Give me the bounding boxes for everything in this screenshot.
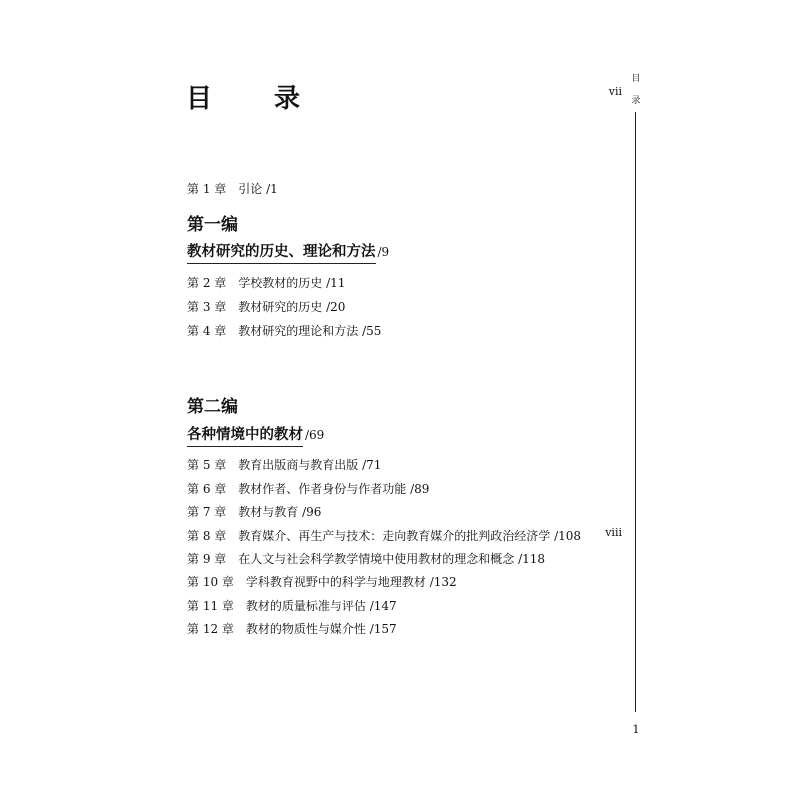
chapter-number: 第 6 章 <box>187 482 227 496</box>
running-head-char: 目 <box>631 74 641 84</box>
part-page: /9 <box>377 245 390 259</box>
part-title: 各种情境中的教材 <box>187 426 303 447</box>
chapter-number: 第 1 章 <box>187 182 227 196</box>
toc-entry-chapter-1[interactable] <box>187 182 278 196</box>
chapter-title: 学校教材的历史 /11 <box>238 276 346 290</box>
chapter-number: 第 11 章 <box>187 599 234 613</box>
chapter-title: 学科教育视野中的科学与地理教材 /132 <box>245 575 457 589</box>
chapter-number: 第 5 章 <box>187 458 227 472</box>
chapter-number: 第 9 章 <box>187 552 227 566</box>
toc-entry-chapter-5[interactable] <box>187 458 381 472</box>
toc-entry-chapter-11[interactable] <box>187 599 397 613</box>
toc-entry-chapter-12[interactable] <box>187 622 397 636</box>
chapter-title: 教育媒介、再生产与技术：走向教育媒介的批判政治经济学 /108 <box>238 529 582 543</box>
toc-entry-chapter-8[interactable] <box>187 529 581 543</box>
chapter-number: 第 4 章 <box>187 324 227 338</box>
toc-entry-chapter-7[interactable] <box>187 505 321 519</box>
chapter-title: 教材与教育 /96 <box>238 505 322 519</box>
toc-entry-chapter-10[interactable] <box>187 575 457 589</box>
chapter-number: 第 8 章 <box>187 529 227 543</box>
toc-entry-chapter-4[interactable] <box>187 324 381 338</box>
chapter-number: 第 7 章 <box>187 505 227 519</box>
part-label: 第一编 <box>187 215 238 235</box>
toc-entry-chapter-6[interactable] <box>187 482 429 496</box>
running-head-char: 录 <box>631 96 641 106</box>
side-page-marker-vii: vii <box>608 85 622 98</box>
part-title: 教材研究的历史、理论和方法 <box>187 243 376 264</box>
chapter-title: 教材研究的历史 /20 <box>238 300 346 314</box>
page-title: 目 录 <box>186 84 319 114</box>
toc-entry-chapter-2[interactable] <box>187 276 345 290</box>
chapter-number: 第 12 章 <box>187 622 234 636</box>
page-number: 1 <box>632 723 640 736</box>
chapter-title: 教育出版商与教育出版 /71 <box>238 458 382 472</box>
toc-entry-part-1[interactable] <box>187 242 389 264</box>
toc-entry-chapter-3[interactable] <box>187 300 345 314</box>
chapter-title: 在人文与社会科学教学情境中使用教材的理念和概念 /118 <box>238 552 546 566</box>
running-head <box>631 68 641 112</box>
margin-rule <box>635 112 636 712</box>
chapter-number: 第 2 章 <box>187 276 227 290</box>
chapter-title: 教材研究的理论和方法 /55 <box>238 324 382 338</box>
toc-entry-part-2[interactable] <box>187 425 324 447</box>
part-page: /69 <box>305 428 325 442</box>
side-page-marker-viii: viii <box>605 526 622 539</box>
toc-entry-chapter-9[interactable] <box>187 552 545 566</box>
part-label: 第二编 <box>187 397 238 417</box>
chapter-title: 引论 /1 <box>238 182 278 196</box>
chapter-title: 教材作者、作者身份与作者功能 /89 <box>238 482 430 496</box>
chapter-number: 第 10 章 <box>187 575 234 589</box>
chapter-number: 第 3 章 <box>187 300 227 314</box>
chapter-title: 教材的质量标准与评估 /147 <box>245 599 397 613</box>
chapter-title: 教材的物质性与媒介性 /157 <box>245 622 397 636</box>
